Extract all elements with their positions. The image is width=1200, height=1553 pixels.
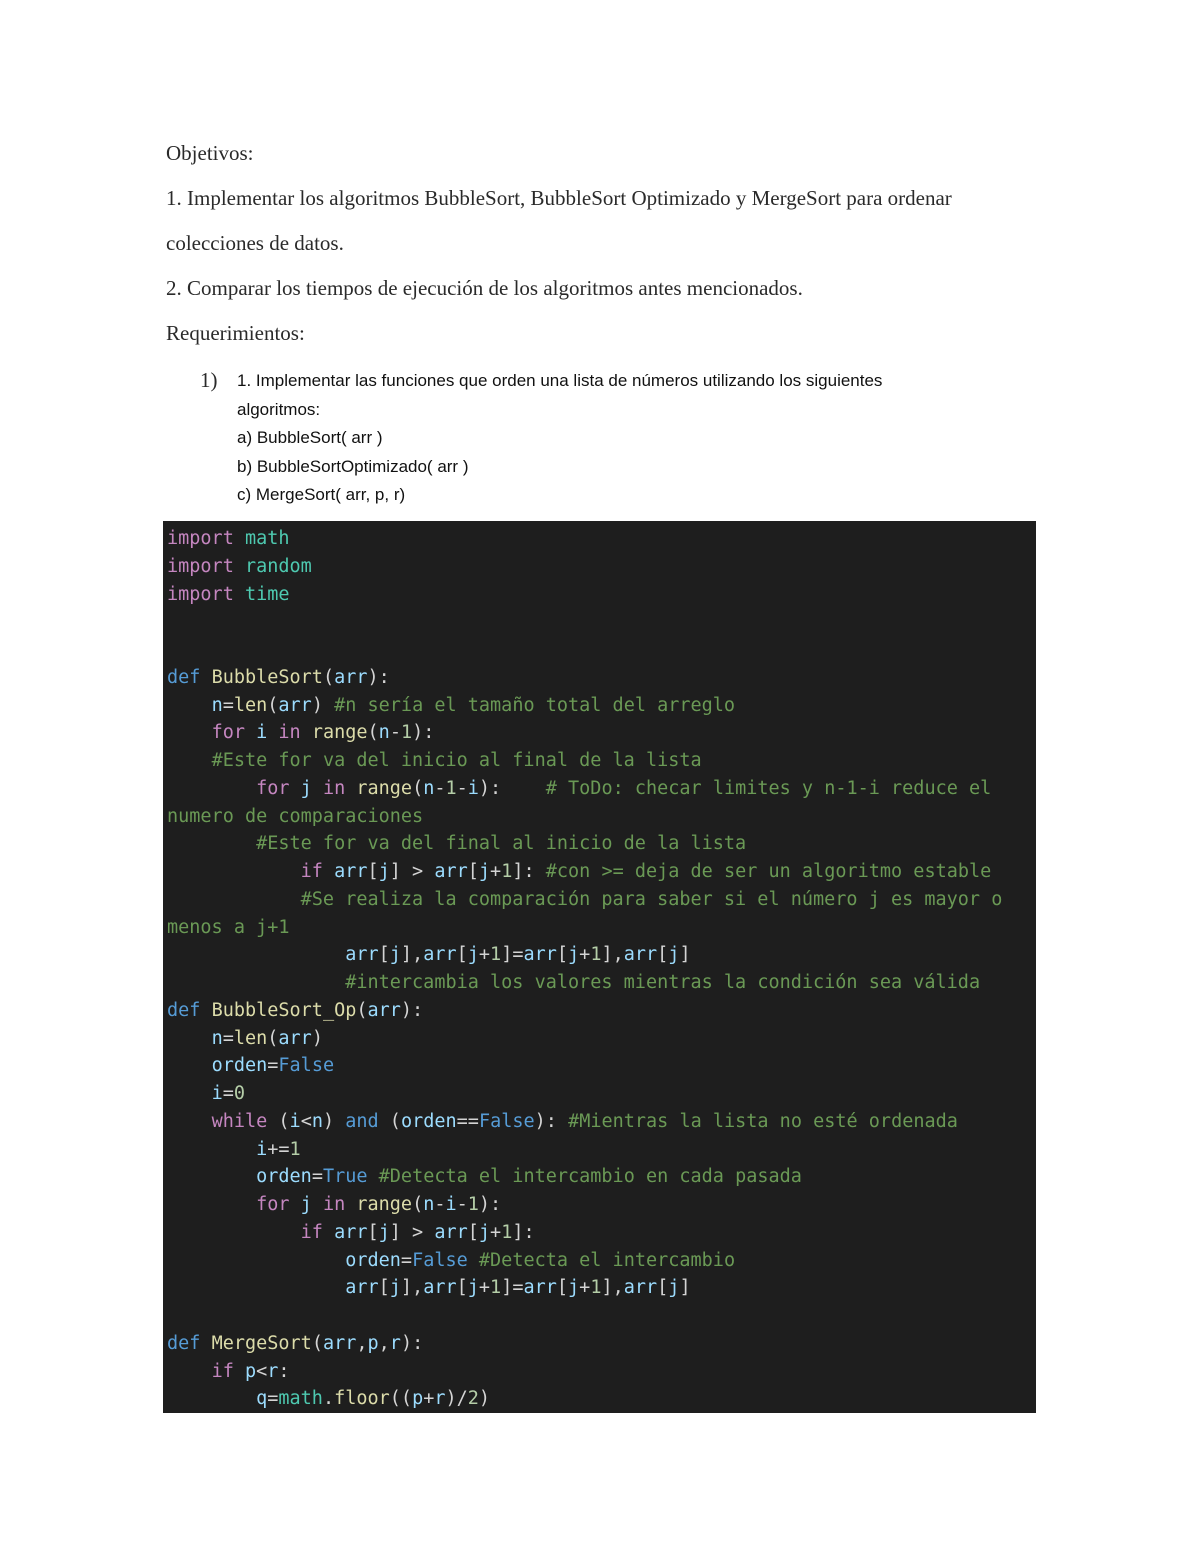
- code-token: #Detecta el intercambio en cada pasada: [378, 1166, 802, 1188]
- code-token: i: [256, 1138, 268, 1160]
- code-token: [323, 861, 334, 882]
- code-token: ):: [478, 1194, 502, 1215]
- code-token: [167, 695, 212, 716]
- code-token: math: [244, 528, 290, 549]
- code-token: n: [311, 1110, 323, 1132]
- code-token: orden: [256, 1166, 312, 1188]
- code-token: #con >= deja de ser un algoritmo estable: [545, 861, 992, 882]
- code-token: =: [267, 1388, 279, 1410]
- code-token: p: [244, 1360, 257, 1382]
- code-token: [167, 1361, 212, 1382]
- code-token: -: [456, 1194, 468, 1215]
- code-token: n: [423, 777, 435, 799]
- code-line: [167, 1163, 1002, 1191]
- code-token: j: [389, 944, 401, 966]
- code-token: [167, 778, 256, 799]
- code-token: +: [579, 1277, 591, 1299]
- code-token: numero de comparaciones: [167, 805, 424, 827]
- code-token: [: [456, 1277, 468, 1299]
- code-line: [167, 830, 1002, 858]
- code-token: =: [400, 1249, 413, 1271]
- code-line: [167, 803, 1002, 831]
- code-token: ((: [389, 1388, 413, 1410]
- code-token: j: [668, 944, 680, 966]
- code-token: n: [211, 694, 223, 716]
- code-token: [245, 722, 256, 743]
- code-token: if: [300, 861, 323, 882]
- requirement-line: b) BubbleSortOptimizado( arr ): [237, 456, 469, 476]
- code-token: [167, 833, 256, 854]
- code-token: r: [389, 1332, 401, 1354]
- code-token: +: [478, 1277, 491, 1299]
- code-token: +: [579, 944, 591, 966]
- code-token: [167, 889, 301, 910]
- code-token: #Este for va del inicio al final de la lista: [211, 750, 702, 771]
- code-token: r: [434, 1388, 446, 1410]
- code-token: j: [378, 1221, 390, 1243]
- requirement-line: algoritmos:: [237, 399, 321, 419]
- code-token: (: [311, 1332, 323, 1354]
- code-token: -: [389, 722, 401, 744]
- code-token: p: [412, 1388, 424, 1410]
- code-token: ==: [456, 1110, 479, 1132]
- code-token: )/: [445, 1388, 468, 1410]
- requirement-line: 1. Implementar las funciones que orden una lista de números utilizando los siguientes: [237, 371, 883, 390]
- code-token: [: [378, 1277, 390, 1299]
- code-token: range: [311, 722, 368, 744]
- code-token: # ToDo: checar limites y n-1-i reduce el: [545, 777, 992, 799]
- code-token: math: [278, 1388, 323, 1410]
- code-token: [167, 972, 345, 993]
- code-token: [: [467, 861, 479, 882]
- code-token: ):: [412, 722, 435, 744]
- code-token: [167, 1166, 256, 1187]
- code-token: if: [211, 1360, 234, 1382]
- code-token: -: [434, 777, 446, 799]
- code-token: (: [367, 722, 379, 744]
- code-line: [167, 941, 1002, 969]
- code-token: +: [478, 944, 491, 966]
- code-token: j: [478, 1221, 491, 1243]
- code-token: arr: [434, 1221, 468, 1243]
- code-token: [200, 1000, 211, 1021]
- code-token: arr: [278, 1027, 312, 1049]
- code-line: [167, 1108, 1002, 1136]
- requirement-line: c) MergeSort( arr, p, r): [237, 485, 406, 504]
- code-token: [167, 944, 345, 965]
- code-token: [167, 1250, 345, 1271]
- code-token: def: [167, 999, 201, 1021]
- code-token: False: [412, 1249, 468, 1271]
- code-line: [167, 1025, 1002, 1053]
- code-token: #intercambia los valores mientras la condición sea válida: [345, 972, 981, 993]
- code-token: 1: [400, 722, 413, 744]
- code-line: [167, 1080, 1002, 1108]
- code-listing: [167, 525, 1002, 1413]
- code-token: ):: [400, 999, 424, 1021]
- code-token: [: [456, 944, 468, 966]
- code-token: n: [211, 1027, 223, 1049]
- code-line: [167, 969, 1002, 997]
- code-token: 2: [467, 1388, 479, 1410]
- code-token: len: [233, 1027, 268, 1049]
- code-token: #Mientras la lista no esté ordenada: [568, 1110, 958, 1132]
- code-token: for: [256, 777, 290, 799]
- code-token: ]:: [512, 1221, 535, 1243]
- code-token: def: [167, 666, 201, 688]
- code-token: ],: [400, 944, 424, 966]
- code-token: ]: [679, 944, 691, 966]
- code-line: [167, 858, 1002, 886]
- code-token: [267, 722, 278, 743]
- code-line: [167, 1219, 1002, 1247]
- code-line: [167, 1330, 1002, 1358]
- code-token: [: [378, 944, 390, 966]
- code-token: i: [289, 1110, 301, 1132]
- code-token: arr: [434, 861, 468, 882]
- code-line: [167, 1385, 1002, 1413]
- code-token: for: [211, 722, 245, 744]
- code-token: ] >: [389, 861, 435, 882]
- code-token: arr: [523, 1277, 557, 1299]
- code-token: ],: [601, 1277, 624, 1299]
- code-token: 1: [501, 861, 513, 882]
- code-token: arr: [345, 944, 379, 966]
- code-line: [167, 1274, 1002, 1302]
- code-token: =: [222, 1083, 234, 1104]
- code-line: [167, 1247, 1002, 1275]
- code-token: j: [389, 1277, 401, 1299]
- code-token: random: [244, 555, 312, 577]
- code-token: BubbleSort: [211, 666, 323, 688]
- code-token: n: [423, 1194, 435, 1215]
- code-line: [167, 1191, 1002, 1219]
- code-token: BubbleSort_Op: [211, 999, 357, 1021]
- code-token: [: [367, 1221, 379, 1243]
- code-token: +: [490, 1221, 502, 1243]
- code-token: for: [256, 1194, 290, 1215]
- code-token: (: [356, 999, 368, 1021]
- code-token: 1: [490, 944, 502, 966]
- objectives-heading: Objetivos:: [166, 141, 254, 165]
- code-token: [167, 1083, 212, 1104]
- code-token: [167, 722, 212, 743]
- code-token: arr: [334, 1221, 368, 1243]
- code-token: (: [267, 694, 279, 716]
- code-line: [167, 914, 1002, 942]
- code-token: import: [167, 583, 234, 605]
- code-token: [234, 556, 245, 577]
- code-token: r: [267, 1360, 279, 1382]
- code-token: arr: [423, 1277, 457, 1299]
- code-token: [468, 1250, 479, 1271]
- code-token: -: [434, 1194, 446, 1215]
- code-token: arr: [334, 861, 368, 882]
- requirement-line: a) BubbleSort( arr ): [237, 428, 383, 447]
- code-token: time: [244, 583, 290, 605]
- code-token: [: [467, 1221, 479, 1243]
- code-token: [: [556, 944, 569, 966]
- code-token: orden: [345, 1249, 401, 1271]
- code-token: in: [278, 722, 301, 744]
- code-token: ]:: [512, 861, 546, 882]
- code-token: =: [311, 1166, 323, 1188]
- code-token: j: [668, 1277, 680, 1299]
- code-token: range: [356, 1194, 413, 1215]
- code-token: ]: [679, 1277, 691, 1299]
- code-token: =: [267, 1055, 279, 1077]
- code-token: (: [412, 777, 424, 799]
- code-token: range: [356, 777, 413, 799]
- code-block: [163, 521, 1036, 1413]
- code-token: [234, 528, 245, 549]
- code-token: arr: [334, 666, 368, 688]
- code-token: :: [278, 1360, 290, 1382]
- code-token: while: [211, 1110, 268, 1132]
- code-token: ): [478, 1388, 491, 1410]
- code-line: [167, 719, 1002, 747]
- code-token: arr: [322, 1332, 357, 1354]
- code-token: def: [167, 1332, 201, 1354]
- code-token: j: [568, 944, 580, 966]
- code-token: q: [256, 1388, 268, 1410]
- code-token: 0: [233, 1083, 245, 1104]
- code-token: p: [367, 1332, 379, 1354]
- code-token: 1: [590, 944, 602, 966]
- code-token: j: [300, 1194, 312, 1215]
- code-line: [167, 553, 1002, 581]
- code-token: menos a j+1: [167, 916, 290, 938]
- objective-1-line-2: colecciones de datos.: [166, 231, 344, 255]
- code-token: ]=: [501, 1277, 524, 1299]
- requirements-list: [237, 367, 882, 510]
- code-token: <: [256, 1360, 268, 1382]
- code-token: ],: [400, 1277, 424, 1299]
- code-token: len: [233, 694, 268, 716]
- code-token: MergeSort: [211, 1332, 312, 1354]
- code-token: (: [322, 666, 335, 688]
- code-token: if: [300, 1221, 323, 1243]
- code-token: ): [311, 1027, 323, 1049]
- code-token: [167, 750, 212, 771]
- code-token: 1: [490, 1277, 502, 1299]
- code-token: [368, 1166, 379, 1187]
- code-token: ,: [356, 1332, 368, 1354]
- code-token: [: [556, 1277, 569, 1299]
- code-token: [234, 1361, 245, 1382]
- code-token: [: [657, 1277, 669, 1299]
- code-line: [167, 1302, 1002, 1330]
- code-token: j: [478, 861, 491, 882]
- code-token: <: [300, 1110, 312, 1132]
- code-token: ): [311, 694, 335, 716]
- code-token: [345, 1194, 356, 1215]
- code-token: [290, 778, 301, 799]
- code-token: arr: [623, 944, 658, 966]
- code-token: arr: [345, 1277, 379, 1299]
- code-line: [167, 1052, 1002, 1080]
- code-token: orden: [211, 1055, 268, 1077]
- requirements-list-number: 1): [200, 368, 218, 392]
- code-token: [167, 1028, 212, 1049]
- code-token: j: [378, 861, 390, 882]
- code-token: (: [267, 1027, 279, 1049]
- code-token: import: [167, 555, 234, 577]
- code-token: arr: [623, 1277, 658, 1299]
- code-token: [323, 1222, 334, 1243]
- code-token: 1: [445, 777, 457, 799]
- code-token: n: [378, 722, 390, 744]
- code-token: in: [322, 1194, 346, 1215]
- code-token: arr: [367, 999, 401, 1021]
- code-line: [167, 664, 1002, 692]
- code-token: [345, 778, 356, 799]
- code-token: (: [412, 1194, 424, 1215]
- code-token: [167, 1222, 301, 1243]
- code-token: i: [467, 777, 479, 799]
- code-token: [200, 1333, 211, 1354]
- code-token: #Este for va del final al inicio de la lista: [256, 833, 747, 855]
- code-token: #n sería el tamaño total del arreglo: [334, 694, 736, 716]
- code-token: ): [322, 1110, 346, 1132]
- code-line: [167, 692, 1002, 720]
- code-token: ):: [534, 1110, 569, 1132]
- code-line: [167, 1358, 1002, 1386]
- code-line: [167, 581, 1002, 609]
- code-line: [167, 747, 1002, 775]
- code-token: [234, 584, 245, 605]
- code-token: 1: [590, 1277, 602, 1299]
- code-token: ] >: [389, 1221, 435, 1243]
- code-token: [312, 1194, 323, 1215]
- code-token: i: [211, 1083, 223, 1104]
- objective-1-line-1: 1. Implementar los algoritmos BubbleSort, BubbleSort Optimizado y MergeSort para ordenar: [166, 186, 952, 210]
- code-token: j: [300, 777, 312, 799]
- code-token: j: [568, 1277, 580, 1299]
- code-token: i: [256, 722, 268, 744]
- code-token: =: [222, 1027, 234, 1049]
- code-token: [167, 861, 301, 882]
- code-token: [167, 1194, 256, 1215]
- code-token: ):: [367, 666, 390, 688]
- code-token: j: [467, 1277, 479, 1299]
- objective-2: 2. Comparar los tiempos de ejecución de los algoritmos antes mencionados.: [166, 276, 803, 300]
- code-token: ]=: [501, 944, 524, 966]
- code-token: [290, 1194, 301, 1215]
- code-token: ):: [478, 777, 546, 799]
- code-token: arr: [278, 694, 312, 716]
- code-token: #Se realiza la comparación para saber si el número j es mayor o: [300, 888, 1003, 910]
- code-token: False: [478, 1110, 535, 1132]
- code-token: 1: [289, 1138, 301, 1160]
- code-line: [167, 525, 1002, 553]
- code-token: [167, 1111, 212, 1132]
- code-token: import: [167, 528, 234, 549]
- code-token: in: [322, 777, 346, 799]
- code-line: [167, 886, 1002, 914]
- code-token: +: [423, 1388, 435, 1410]
- code-token: #Detecta el intercambio: [478, 1249, 736, 1271]
- code-token: True: [322, 1166, 368, 1188]
- code-token: ,: [378, 1332, 390, 1354]
- code-token: [167, 1388, 256, 1409]
- code-token: [: [367, 861, 379, 882]
- code-token: arr: [423, 944, 457, 966]
- code-token: ):: [400, 1332, 424, 1354]
- code-line: [167, 1136, 1002, 1164]
- code-token: [167, 1139, 256, 1160]
- code-token: +=: [267, 1138, 290, 1160]
- code-token: [167, 1277, 345, 1298]
- code-line: [167, 775, 1002, 803]
- code-token: and: [345, 1110, 379, 1132]
- code-token: [: [657, 944, 669, 966]
- code-token: [167, 1055, 212, 1076]
- code-token: [301, 722, 312, 743]
- code-token: -: [456, 777, 468, 799]
- code-token: =: [222, 694, 234, 716]
- code-token: .: [322, 1388, 335, 1410]
- code-line: [167, 608, 1002, 636]
- code-token: orden: [400, 1110, 457, 1132]
- code-token: False: [278, 1055, 335, 1077]
- code-token: j: [467, 944, 479, 966]
- code-token: arr: [523, 944, 557, 966]
- code-token: 1: [501, 1221, 513, 1243]
- code-token: i: [445, 1194, 457, 1215]
- code-token: [200, 667, 211, 688]
- code-token: (: [378, 1110, 401, 1132]
- code-token: +: [490, 861, 502, 882]
- code-line: [167, 997, 1002, 1025]
- code-token: 1: [467, 1194, 479, 1215]
- code-token: floor: [334, 1388, 390, 1410]
- code-token: ],: [601, 944, 624, 966]
- code-line: [167, 636, 1002, 664]
- code-token: (: [267, 1110, 290, 1132]
- code-token: [312, 778, 323, 799]
- requirements-heading: Requerimientos:: [166, 321, 305, 345]
